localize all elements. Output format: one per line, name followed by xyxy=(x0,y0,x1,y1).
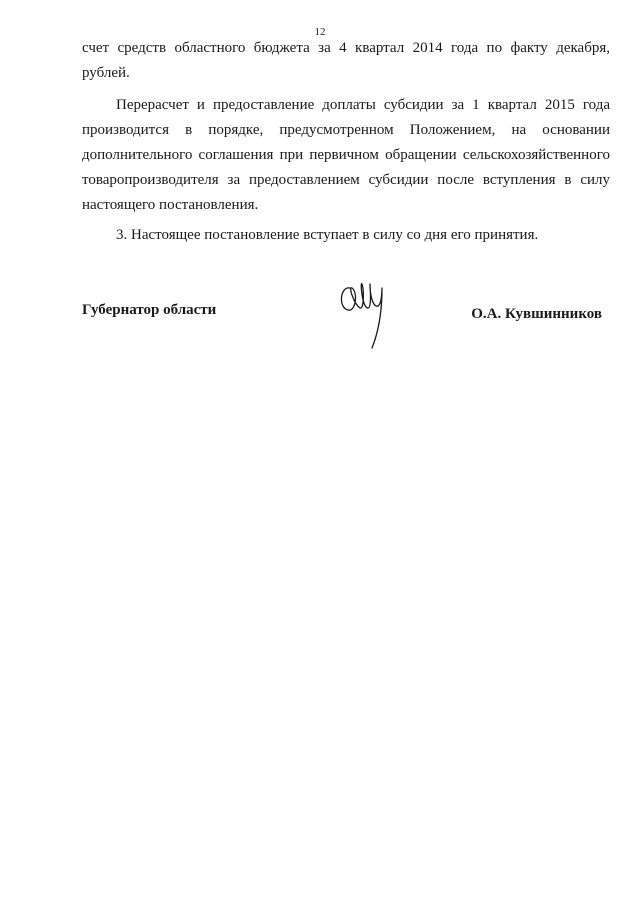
page-number: 12 xyxy=(314,26,326,38)
signatory-position: Губернатор области xyxy=(82,302,217,318)
text-line: рублей. xyxy=(82,65,130,81)
paragraph-recalculation xyxy=(82,93,610,218)
signatory-name: О.А. Кувшинников xyxy=(471,306,602,322)
paragraph-budget-account xyxy=(82,36,610,86)
text-line: 3. Настоящее постановление вступает в силу со дня его принятия. xyxy=(116,227,539,243)
text-line: производится в порядке, предусмотренном Положением, на основании xyxy=(82,122,610,138)
handwritten-signature-icon xyxy=(336,278,396,358)
text-line: товаропроизводителя за предоставлением субсидии после вступления в силу xyxy=(82,172,610,188)
signature-block xyxy=(82,300,602,360)
text-line: счет средств областного бюджета за 4 квартал 2014 года по факту декабря, xyxy=(82,40,610,56)
text-line: дополнительного соглашения при первичном обращении сельскохозяйственного xyxy=(82,147,610,163)
text-line: настоящего постановления. xyxy=(82,197,259,213)
text-line: Перерасчет и предоставление доплаты субсидии за 1 квартал 2015 года xyxy=(116,97,610,113)
paragraph-effective-date xyxy=(82,223,610,248)
